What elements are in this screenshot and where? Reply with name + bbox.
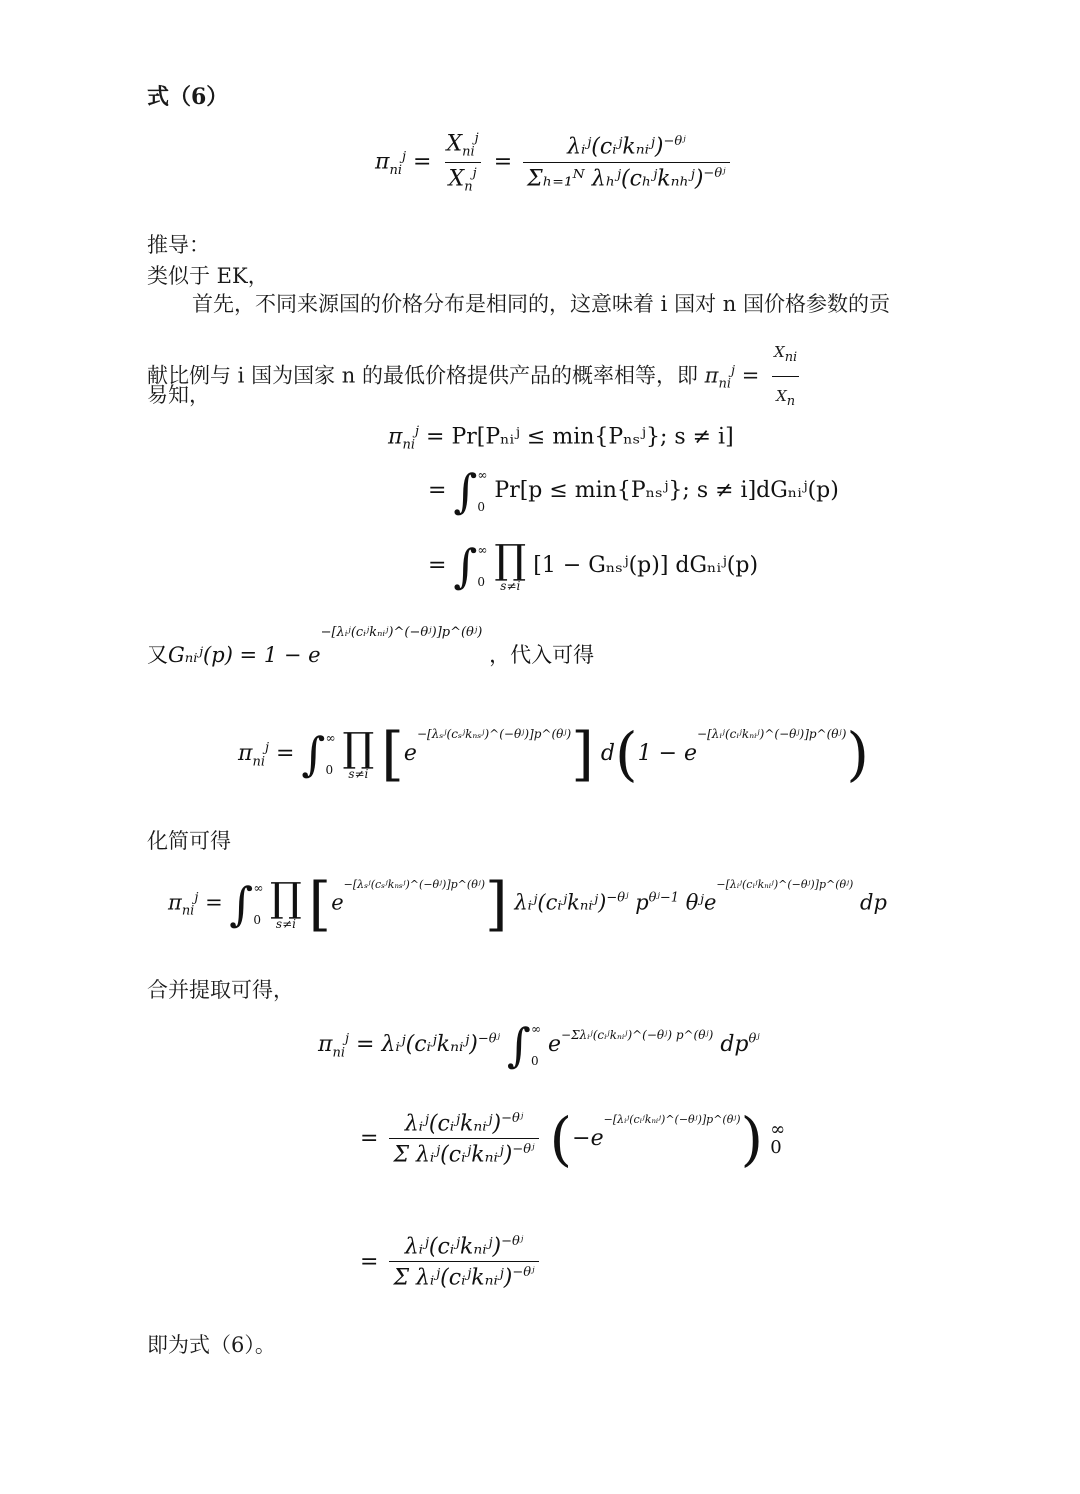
merged-equation: $\pi_{ni}^j$ = λᵢʲ(cᵢʲkₙᵢʲ)$^{-\theta ʲ}$ ∫ ∞ 0 $e^{-\Sigma\lambda ᵢʲ(cᵢʲk_nᵢʲ)\^{}(-\theta ʲ) p\^{}(\theta ʲ)}$ $dp^{\theta ʲ}$ xyxy=(318,1018,760,1072)
g-definition: 又Gₙᵢʲ(p) = $1 - e^{-[\lambda ᵢʲ(cᵢʲk_nᵢʲ)\^{}(-\theta ʲ)]p\^{}(\theta ʲ)}$ ，代入可得 xyxy=(147,625,595,667)
equation-6: $\pi_{ni}^j$ = $\frac{X_{ni}^j}{X_n^j}$ = $\frac{\lambda ᵢʲ(cᵢʲk_nᵢʲ)^{-\theta ʲ}}{\Sigma_{h=1}ᴺ \lambda_hʲ(c_hʲk_{nh}ʲ)^{-\theta ʲ}}$ xyxy=(375,132,734,193)
prob-line-3: = ∫ ∞ 0 ∏ s≠i [1 − Gₙₛʲ(p)] dGₙᵢʲ(p) xyxy=(428,537,759,593)
inline-share-fraction: $\frac{\text{Xni}}{Xn}$ xyxy=(770,337,801,417)
prob-line-2: = ∫ ∞ 0 Pr[p ≤ min{Pₙₛʲ}; s ≠ i]dGₙᵢʲ(p) xyxy=(428,464,839,518)
final-equation: = $\frac{\lambda ᵢʲ(cᵢʲk_nᵢʲ)^{-\theta ʲ}}{\Sigma \lambda ᵢʲ(cᵢʲk_nᵢʲ)^{-\theta ʲ}}$ xyxy=(360,1235,543,1290)
pi-symbol: π xyxy=(375,149,390,175)
prob-line-1: $\pi_{ni}^j$ = Pr[Pₙᵢʲ ≤ min{Pₙₛʲ}; s ≠ i] xyxy=(388,424,734,453)
simplify-label: 化简可得 xyxy=(147,829,231,853)
conclusion: 即为式（6）。 xyxy=(147,1333,276,1357)
paragraph-line-1: 首先，不同来源国的价格分布是相同的，这意味着 i 国对 n 国价格参数的贡 xyxy=(192,292,890,316)
equation-heading: 式（6） xyxy=(147,84,229,110)
easy-to-know: 易知， xyxy=(147,383,210,407)
substitution-equation: $\pi_{ni}^j$ = ∫ ∞ 0 ∏ s≠i $[e^{-[\lambda_sʲ(c_sʲk_{ns}ʲ)\^{}(-\theta ʲ)]p\^{}(\theta ʲ)}] d(1 - e^{-[\lambda ᵢʲ(cᵢʲk_nᵢʲ)\^{}(-\theta ʲ)]p\^{}(\theta ʲ)})$ xyxy=(238,720,870,788)
derivation-label: 推导： xyxy=(147,233,210,257)
evaluated-equation: = $\frac{\lambda ᵢʲ(cᵢʲk_nᵢʲ)^{-\theta ʲ}}{\Sigma \lambda ᵢʲ(cᵢʲk_nᵢʲ)^{-\theta ʲ}}$ $(-e^{-[\lambda ᵢʲ(cᵢʲk_nᵢʲ)\^{}(-\theta ʲ)]p\^{}(\theta ʲ)})$ ∞ 0 xyxy=(360,1105,786,1173)
paragraph-line-2: 献比例与 i 国为国家 n 的最低价格提供产品的概率相等，即 $\pi_{ni}^j$ = $\frac{\text{Xni}}{Xn}$ xyxy=(147,337,805,417)
cost-share-fraction: $\frac{\lambda ᵢʲ(cᵢʲk_nᵢʲ)^{-\theta ʲ}}{\Sigma_{h=1}ᴺ \lambda_hʲ(c_hʲk_{nh}ʲ)^{-\theta ʲ}}$ xyxy=(523,135,729,190)
similar-to-ek: 类似于 EK， xyxy=(147,264,269,288)
merge-label: 合并提取可得， xyxy=(147,978,294,1002)
simplified-equation: $\pi_{ni}^j$ = ∫ ∞ 0 ∏ s≠i $[e^{-[\lambda_sʲ(c_sʲk_{ns}ʲ)\^{}(-\theta ʲ)]p\^{}(\theta ʲ)}]$ λᵢʲ(cᵢʲkₙᵢʲ)$^{-\theta ʲ}$ $p^{\theta ʲ-1}$ θʲe$^{-[\lambda ᵢʲ(cᵢʲk_nᵢʲ)\^{}(-\theta ʲ)]p\^{}(\theta ʲ)}$ dp xyxy=(168,870,887,938)
trade-share-fraction: $\frac{X_{ni}^j}{X_n^j}$ xyxy=(446,131,479,195)
